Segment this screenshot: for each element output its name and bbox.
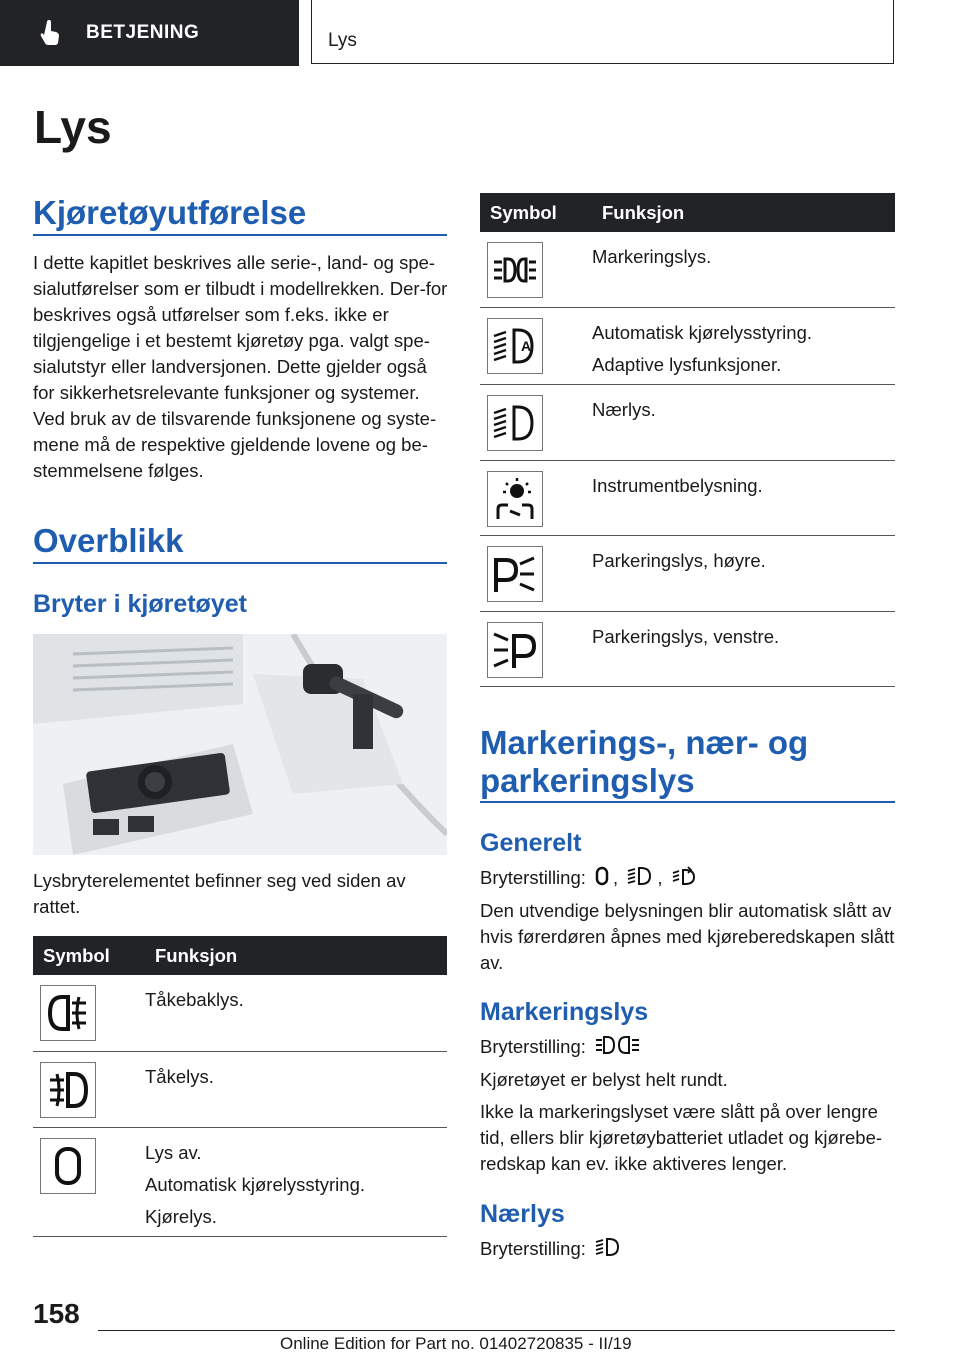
switch-position-label: Bryterstilling: [480, 867, 586, 888]
switch-position-label: Bryterstilling: [480, 1036, 586, 1057]
auto-headlight-icon [487, 318, 543, 374]
heading-overview: Overblikk [33, 522, 184, 559]
parking-lights-paragraph: Kjøretøyet er belyst helt rundt. [480, 1069, 728, 1090]
page-number: 158 [33, 1298, 80, 1329]
page-title: Lys [34, 101, 112, 153]
table-row [33, 1051, 447, 1127]
footer-rule [98, 1330, 895, 1331]
intro-paragraph: I dette kapitlet beskrives alle serie-, land- og spe-sialutførelser som er tilbudt i modellrekken. Der-for beskrives også utførelser som f.eks. ikke er tilgjengelige i et bestemt kjøretøy pga. valgt spe-sialutstyr eller landversjonen. Dette gjelder også for sikkerhetsrelevante funksjoner og systemer. Ved bruk av de tilsvarende funksjonene og syste-mene må de respektive gjeldende lovene og be-stemmelsene følges. [33, 252, 448, 481]
switch-position-line: Bryterstilling: , , [480, 865, 895, 893]
table-row [480, 460, 895, 535]
light-switch-photo [33, 634, 447, 855]
general-paragraph: Den utvendige belysningen blir automatisk slått av hvis førerdøren åpnes med kjøreberedskapen slått av. [480, 900, 895, 973]
table-row [480, 307, 895, 384]
low-beam-icon [595, 1237, 621, 1264]
symbol-table-right [480, 193, 895, 687]
table-row [480, 232, 895, 307]
instrument-lighting-icon [487, 471, 543, 527]
lights-off-icon [595, 866, 609, 893]
section-label: BETJENING [86, 22, 200, 43]
col-function-header: Funksjon [145, 936, 447, 975]
function-text: Automatisk kjørelysstyring. [592, 321, 812, 343]
table-row [33, 1127, 447, 1236]
heading-vehicle-version: Kjøretøyutførelse [33, 194, 307, 231]
photo-caption: Lysbryterelementet befinner seg ved siden av rattet. [33, 870, 406, 917]
hand-pointer-icon [38, 20, 64, 46]
topic-label: Lys [328, 30, 357, 51]
parking-lights-icon [595, 1035, 641, 1062]
heading-line: parkeringslys [480, 762, 695, 799]
heading-low-beam: Nærlys [480, 1200, 565, 1228]
page-header [0, 0, 960, 66]
table-row [480, 535, 895, 611]
heading-line: Markerings-, nær- og [480, 724, 809, 761]
table-row [33, 975, 447, 1051]
function-text: Tåkebaklys. [145, 989, 244, 1010]
function-text: Kjørelys. [145, 1205, 217, 1227]
parking-light-left-icon [487, 622, 543, 678]
col-function-header: Funksjon [592, 193, 895, 232]
auto-headlight-icon [672, 866, 698, 893]
low-beam-icon [627, 866, 653, 893]
parking-lights-warning: Ikke la markeringslyset være slått på over lengre tid, ellers blir kjøretøybatteriet utladet og kjørebe-redskap kan ev. ikke aktiveres lenger. [480, 1101, 883, 1174]
parking-lights-icon [487, 242, 543, 298]
heading-rule [33, 234, 447, 236]
section-tab [0, 0, 299, 66]
function-text: Parkeringslys, høyre. [592, 549, 766, 571]
heading-general: Generelt [480, 829, 582, 857]
table-row [480, 611, 895, 686]
switch-position-line [480, 1034, 895, 1062]
heading-rule [33, 562, 447, 564]
function-text: Nærlys. [592, 398, 656, 420]
lights-off-icon [40, 1138, 96, 1194]
col-symbol-header: Symbol [33, 936, 145, 975]
edition-note: Online Edition for Part no. 01402720835 - II/19 [280, 1334, 632, 1353]
heading-lights-main [480, 724, 808, 800]
symbol-table-left [33, 936, 447, 1237]
function-text: Adaptive lysfunksjoner. [592, 353, 782, 375]
col-symbol-header: Symbol [480, 193, 592, 232]
function-text: Tåkelys. [145, 1065, 214, 1087]
function-text: Lys av. [145, 1141, 202, 1163]
parking-light-right-icon [487, 546, 543, 602]
table-row [480, 384, 895, 460]
heading-rule [480, 801, 895, 803]
switch-position-line [480, 1236, 895, 1264]
topic-tab [311, 0, 894, 64]
svg-text:A: A [521, 337, 532, 354]
low-beam-icon [487, 395, 543, 451]
rear-fog-light-icon [40, 985, 96, 1041]
fog-light-icon [40, 1062, 96, 1118]
function-text: Markeringslys. [592, 246, 712, 267]
function-text: Parkeringslys, venstre. [592, 625, 780, 647]
heading-switch: Bryter i kjøretøyet [33, 590, 247, 618]
heading-parking-lights: Markeringslys [480, 998, 649, 1026]
switch-position-label: Bryterstilling: [480, 1238, 586, 1259]
function-text: Instrumentbelysning. [592, 474, 763, 496]
function-text: Automatisk kjørelysstyring. [145, 1173, 365, 1195]
